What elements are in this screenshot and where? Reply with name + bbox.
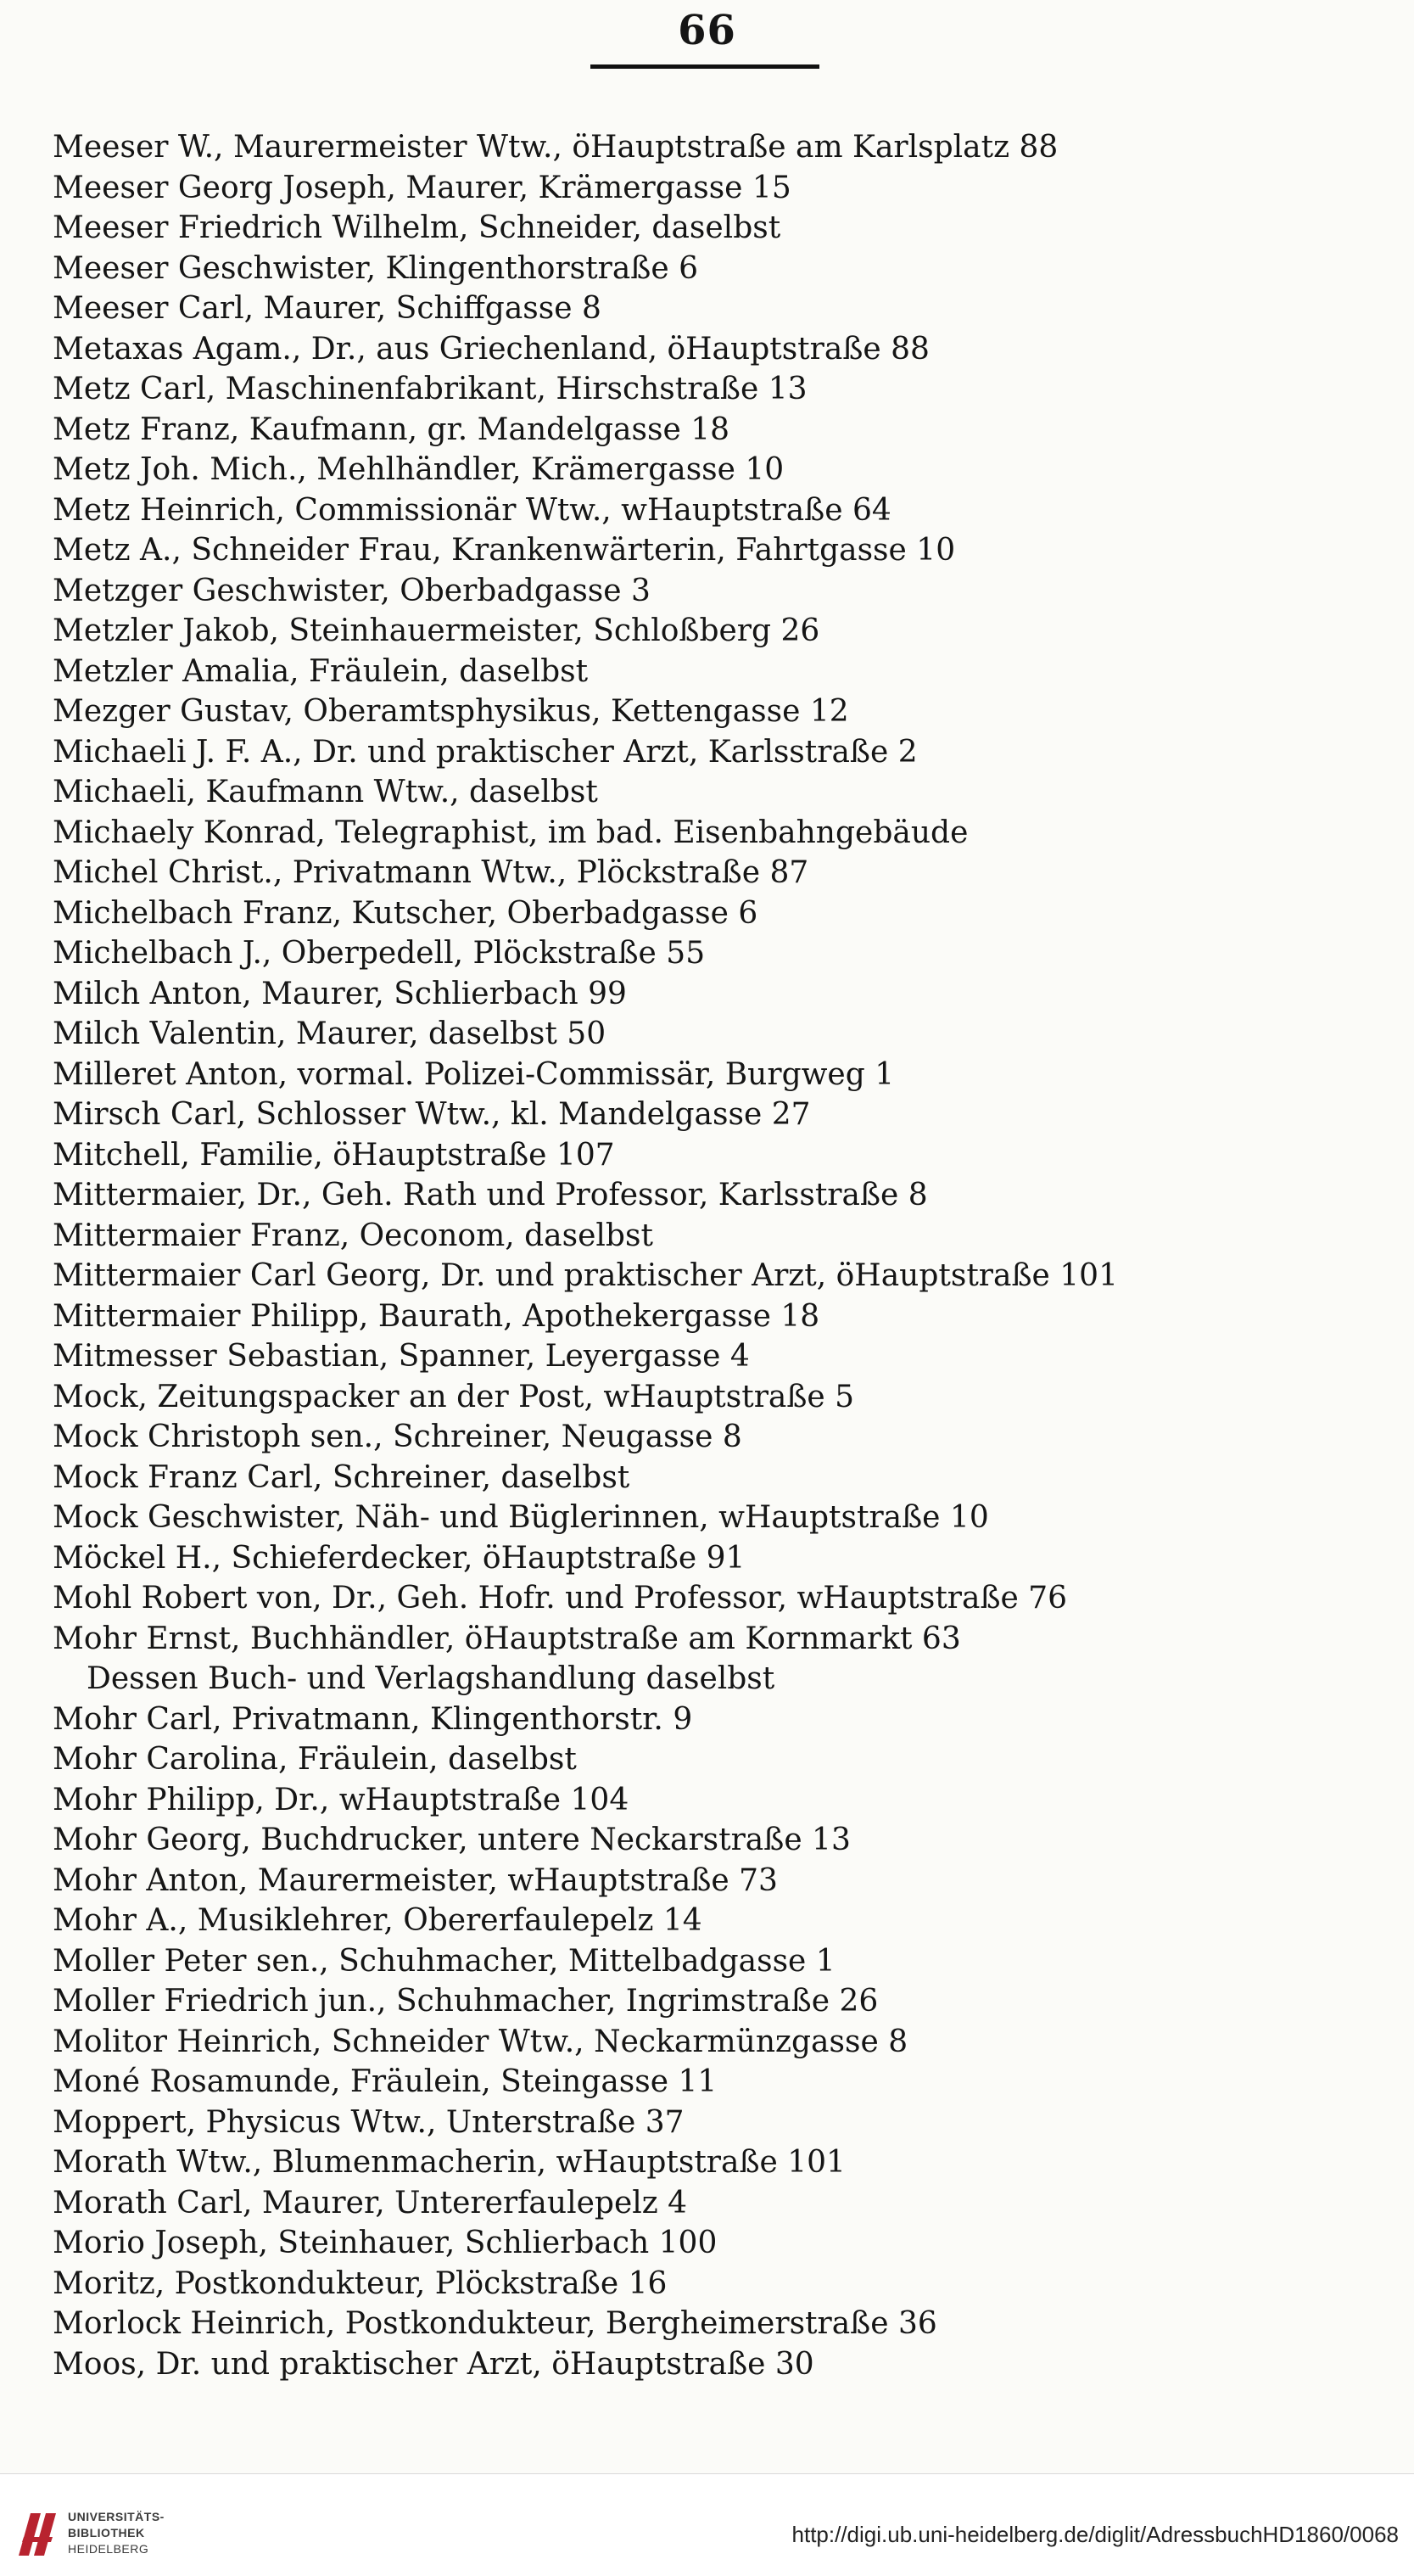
directory-entry: Morath Carl, Maurer, Untererfaulepelz 4 [53, 2185, 688, 2220]
directory-entry: Mock Geschwister, Näh- und Büglerinnen, wHauptstraße 10 [53, 1500, 989, 1535]
directory-entry: Mohr Anton, Maurermeister, wHauptstraße 73 [53, 1862, 778, 1898]
page-number-rule [590, 64, 819, 69]
directory-entry: Mohr Ernst, Buchhändler, öHauptstraße am Kornmarkt 63 [53, 1621, 961, 1656]
logo-line-1: UNIVERSITÄTS- [68, 2510, 165, 2523]
directory-entry: Meeser Georg Joseph, Maurer, Krämergasse 15 [53, 170, 791, 205]
directory-entry: Mohl Robert von, Dr., Geh. Hofr. und Professor, wHauptstraße 76 [53, 1581, 1068, 1616]
directory-entry: Möckel H., Schieferdecker, öHauptstraße 91 [53, 1540, 746, 1576]
directory-entry: Michaeli, Kaufmann Wtw., daselbst [53, 775, 598, 809]
directory-entry: Moller Peter sen., Schuhmacher, Mittelbadgasse 1 [53, 1943, 836, 1979]
page-number: 66 [678, 7, 736, 54]
directory-entry: Metzler Amalia, Fräulein, daselbst [53, 653, 589, 689]
directory-entry: Metzler Jakob, Steinhauermeister, Schloßberg 26 [53, 613, 820, 648]
directory-entry: Mohr Carolina, Fräulein, daselbst [53, 1742, 577, 1777]
directory-entry: Mock Franz Carl, Schreiner, daselbst [53, 1459, 630, 1495]
directory-entry: Moné Rosamunde, Fräulein, Steingasse 11 [53, 2064, 718, 2099]
directory-entry: Moppert, Physicus Wtw., Unterstraße 37 [53, 2104, 685, 2140]
directory-entry: Mohr Georg, Buchdrucker, untere Neckarstraße 13 [53, 1823, 851, 1857]
directory-entry: Metzger Geschwister, Oberbadgasse 3 [53, 573, 651, 608]
directory-entry: Milleret Anton, vormal. Polizei-Commissär, Burgweg 1 [53, 1056, 895, 1092]
directory-entry: Meeser W., Maurermeister Wtw., öHauptstraße am Karlsplatz 88 [53, 130, 1059, 165]
directory-entry: Mock, Zeitungspacker an der Post, wHauptstraße 5 [53, 1379, 855, 1414]
directory-entry: Metz Joh. Mich., Mehlhändler, Krämergasse 10 [53, 452, 785, 487]
logo-line-2: BIBLIOTHEK [68, 2526, 145, 2540]
directory-entry: Metaxas Agam., Dr., aus Griechenland, öHauptstraße 88 [53, 331, 930, 367]
directory-entry: Mohr Philipp, Dr., wHauptstraße 104 [53, 1782, 629, 1817]
directory-entry: Milch Valentin, Maurer, daselbst 50 [53, 1016, 606, 1051]
directory-entry: Molitor Heinrich, Schneider Wtw., Neckarmünzgasse 8 [53, 2024, 908, 2059]
directory-entry: Michaeli J. F. A., Dr. und praktischer Arzt, Karlsstraße 2 [53, 734, 918, 770]
directory-entry: Mittermaier Franz, Oeconom, daselbst [53, 1218, 653, 1253]
directory-entry: Moos, Dr. und praktischer Arzt, öHauptstraße 30 [53, 2346, 814, 2382]
directory-entry: Mohr A., Musiklehrer, Obererfaulepelz 14 [53, 1903, 702, 1938]
directory-entry: Moller Friedrich jun., Schuhmacher, Ingrimstraße 26 [53, 1984, 879, 2019]
directory-entry: Milch Anton, Maurer, Schlierbach 99 [53, 976, 627, 1011]
directory-entry: Metz Carl, Maschinenfabrikant, Hirschstraße 13 [53, 372, 808, 406]
directory-entry: Dessen Buch- und Verlagshandlung daselbst [87, 1661, 775, 1696]
directory-entry: Mohr Carl, Privatmann, Klingenthorstr. 9 [53, 1701, 693, 1737]
directory-entry: Mittermaier Carl Georg, Dr. und praktischer Arzt, öHauptstraße 101 [53, 1258, 1118, 1293]
directory-entries [53, 127, 1376, 2384]
directory-entry: Meeser Friedrich Wilhelm, Schneider, daselbst [53, 210, 781, 245]
directory-entry: Michelbach J., Oberpedell, Plöckstraße 55 [53, 936, 706, 971]
directory-entry: Mock Christoph sen., Schreiner, Neugasse 8 [53, 1420, 742, 1454]
directory-entry: Metz Heinrich, Commissionär Wtw., wHauptstraße 64 [53, 492, 891, 528]
logo-line-3: HEIDELBERG [68, 2542, 149, 2556]
directory-entry: Mittermaier Philipp, Baurath, Apothekergasse 18 [53, 1298, 820, 1334]
university-seal-icon [15, 2506, 59, 2559]
library-logo[interactable] [15, 2503, 202, 2562]
directory-entry: Moritz, Postkondukteur, Plöckstraße 16 [53, 2265, 668, 2301]
directory-entry: Michel Christ., Privatmann Wtw., Plöckstraße 87 [53, 855, 809, 890]
directory-entry: Meeser Carl, Maurer, Schiffgasse 8 [53, 291, 601, 326]
directory-entry: Meeser Geschwister, Klingenthorstraße 6 [53, 250, 698, 286]
directory-entry: Morio Joseph, Steinhauer, Schlierbach 100 [53, 2226, 718, 2260]
directory-entry: Mezger Gustav, Oberamtsphysikus, Kettengasse 12 [53, 694, 849, 729]
directory-entry: Michaely Konrad, Telegraphist, im bad. Eisenbahngebäude [53, 815, 969, 850]
directory-entry: Metz A., Schneider Frau, Krankenwärterin, Fahrtgasse 10 [53, 533, 956, 568]
directory-entry: Morlock Heinrich, Postkondukteur, Bergheimerstraße 36 [53, 2306, 937, 2341]
source-url-link[interactable]: http://digi.ub.uni-heidelberg.de/diglit/AdressbuchHD1860/0068 [791, 2522, 1399, 2547]
directory-entry: Mitchell, Familie, öHauptstraße 107 [53, 1137, 615, 1173]
directory-entry: Morath Wtw., Blumenmacherin, wHauptstraße 101 [53, 2145, 846, 2180]
directory-entry: Michelbach Franz, Kutscher, Oberbadgasse 6 [53, 895, 758, 931]
directory-entry: Metz Franz, Kaufmann, gr. Mandelgasse 18 [53, 412, 730, 447]
directory-entry: Mittermaier, Dr., Geh. Rath und Professor, Karlsstraße 8 [53, 1178, 928, 1212]
directory-entry: Mirsch Carl, Schlosser Wtw., kl. Mandelgasse 27 [53, 1097, 811, 1132]
directory-entry: Mitmesser Sebastian, Spanner, Leyergasse 4 [53, 1339, 750, 1374]
